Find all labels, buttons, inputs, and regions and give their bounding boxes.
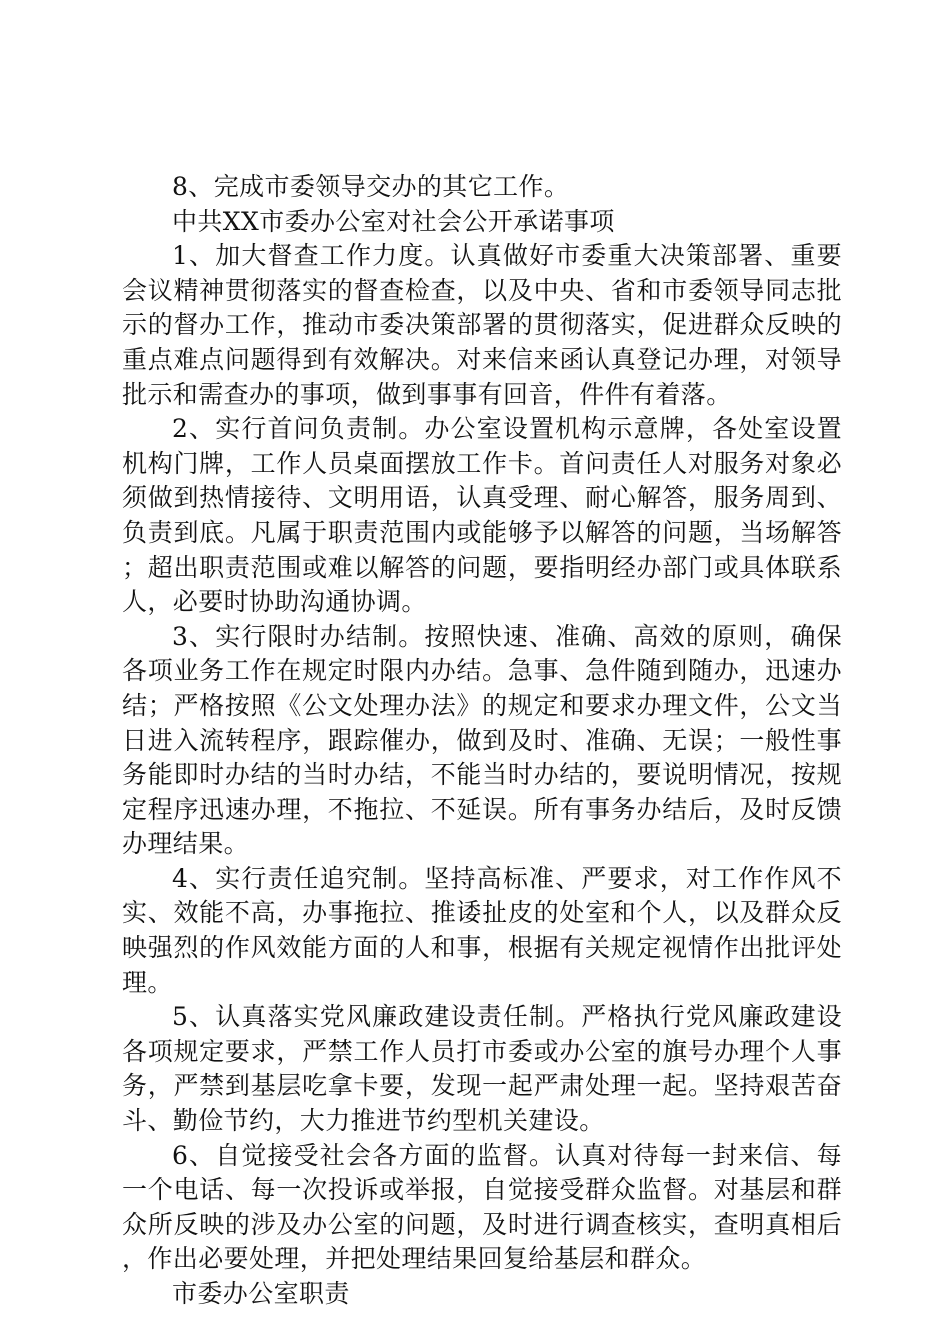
- document-body: [122, 170, 842, 1312]
- paragraph-commitment-1: 1、加大督查工作力度。认真做好市委重大决策部署、重要会议精神贯彻落实的督查检查，以及中央、省和市委领导同志批示的督办工作，推动市委决策部署的贯彻落实，促进群众反映的重点难点问题得到有效解决。对来信来函认真登记办理，对领导批示和需查办的事项，做到事事有回音，件件有着落。: [122, 241, 842, 409]
- paragraph-commitment-5: 5、认真落实党风廉政建设责任制。严格执行党风廉政建设各项规定要求，严禁工作人员打市委或办公室的旗号办理个人事务，严禁到基层吃拿卡要，发现一起严肃处理一起。坚持艰苦奋斗、勤俭节约，大力推进节约型机关建设。: [122, 1002, 842, 1136]
- section-heading-commitments: 中共XX市委办公室对社会公开承诺事项: [172, 206, 615, 236]
- paragraph-commitment-3: 3、实行限时办结制。按照快速、准确、高效的原则，确保各项业务工作在规定时限内办结。急事、急件随到随办，迅速办结；严格按照《公文处理办法》的规定和要求办理文件，公文当日进入流转程序，跟踪催办，做到及时、准确、无误；一般性事务能即时办结的当时办结，不能当时办结的，要说明情况，按规定程序迅速办理，不拖拉、不延误。所有事务办结后，及时反馈办理结果。: [122, 621, 842, 859]
- paragraph-commitment-4: 4、实行责任追究制。坚持高标准、严要求，对工作作风不实、效能不高，办事拖拉、推诿扯皮的处室和个人，以及群众反映强烈的作风效能方面的人和事，根据有关规定视情作出批评处理。: [122, 863, 842, 997]
- paragraph-commitment-6: 6、自觉接受社会各方面的监督。认真对待每一封来信、每一个电话、每一次投诉或举报，自觉接受群众监督。对基层和群众所反映的涉及办公室的问题，及时进行调查核实，查明真相后，作出必要处理，并把处理结果回复给基层和群众。: [122, 1140, 842, 1274]
- paragraph-commitment-2: 2、实行首问负责制。办公室设置机构示意牌，各处室设置机构门牌，工作人员桌面摆放工作卡。首问责任人对服务对象必须做到热情接待、文明用语，认真受理、耐心解答，服务周到、负责到底。凡属于职责范围内或能够予以解答的问题，当场解答；超出职责范围或难以解答的问题，要指明经办部门或具体联系人，必要时协助沟通协调。: [122, 414, 842, 617]
- paragraph-item-8: 8、完成市委领导交办的其它工作。: [172, 172, 570, 201]
- section-heading-duties: 市委办公室职责: [172, 1279, 350, 1308]
